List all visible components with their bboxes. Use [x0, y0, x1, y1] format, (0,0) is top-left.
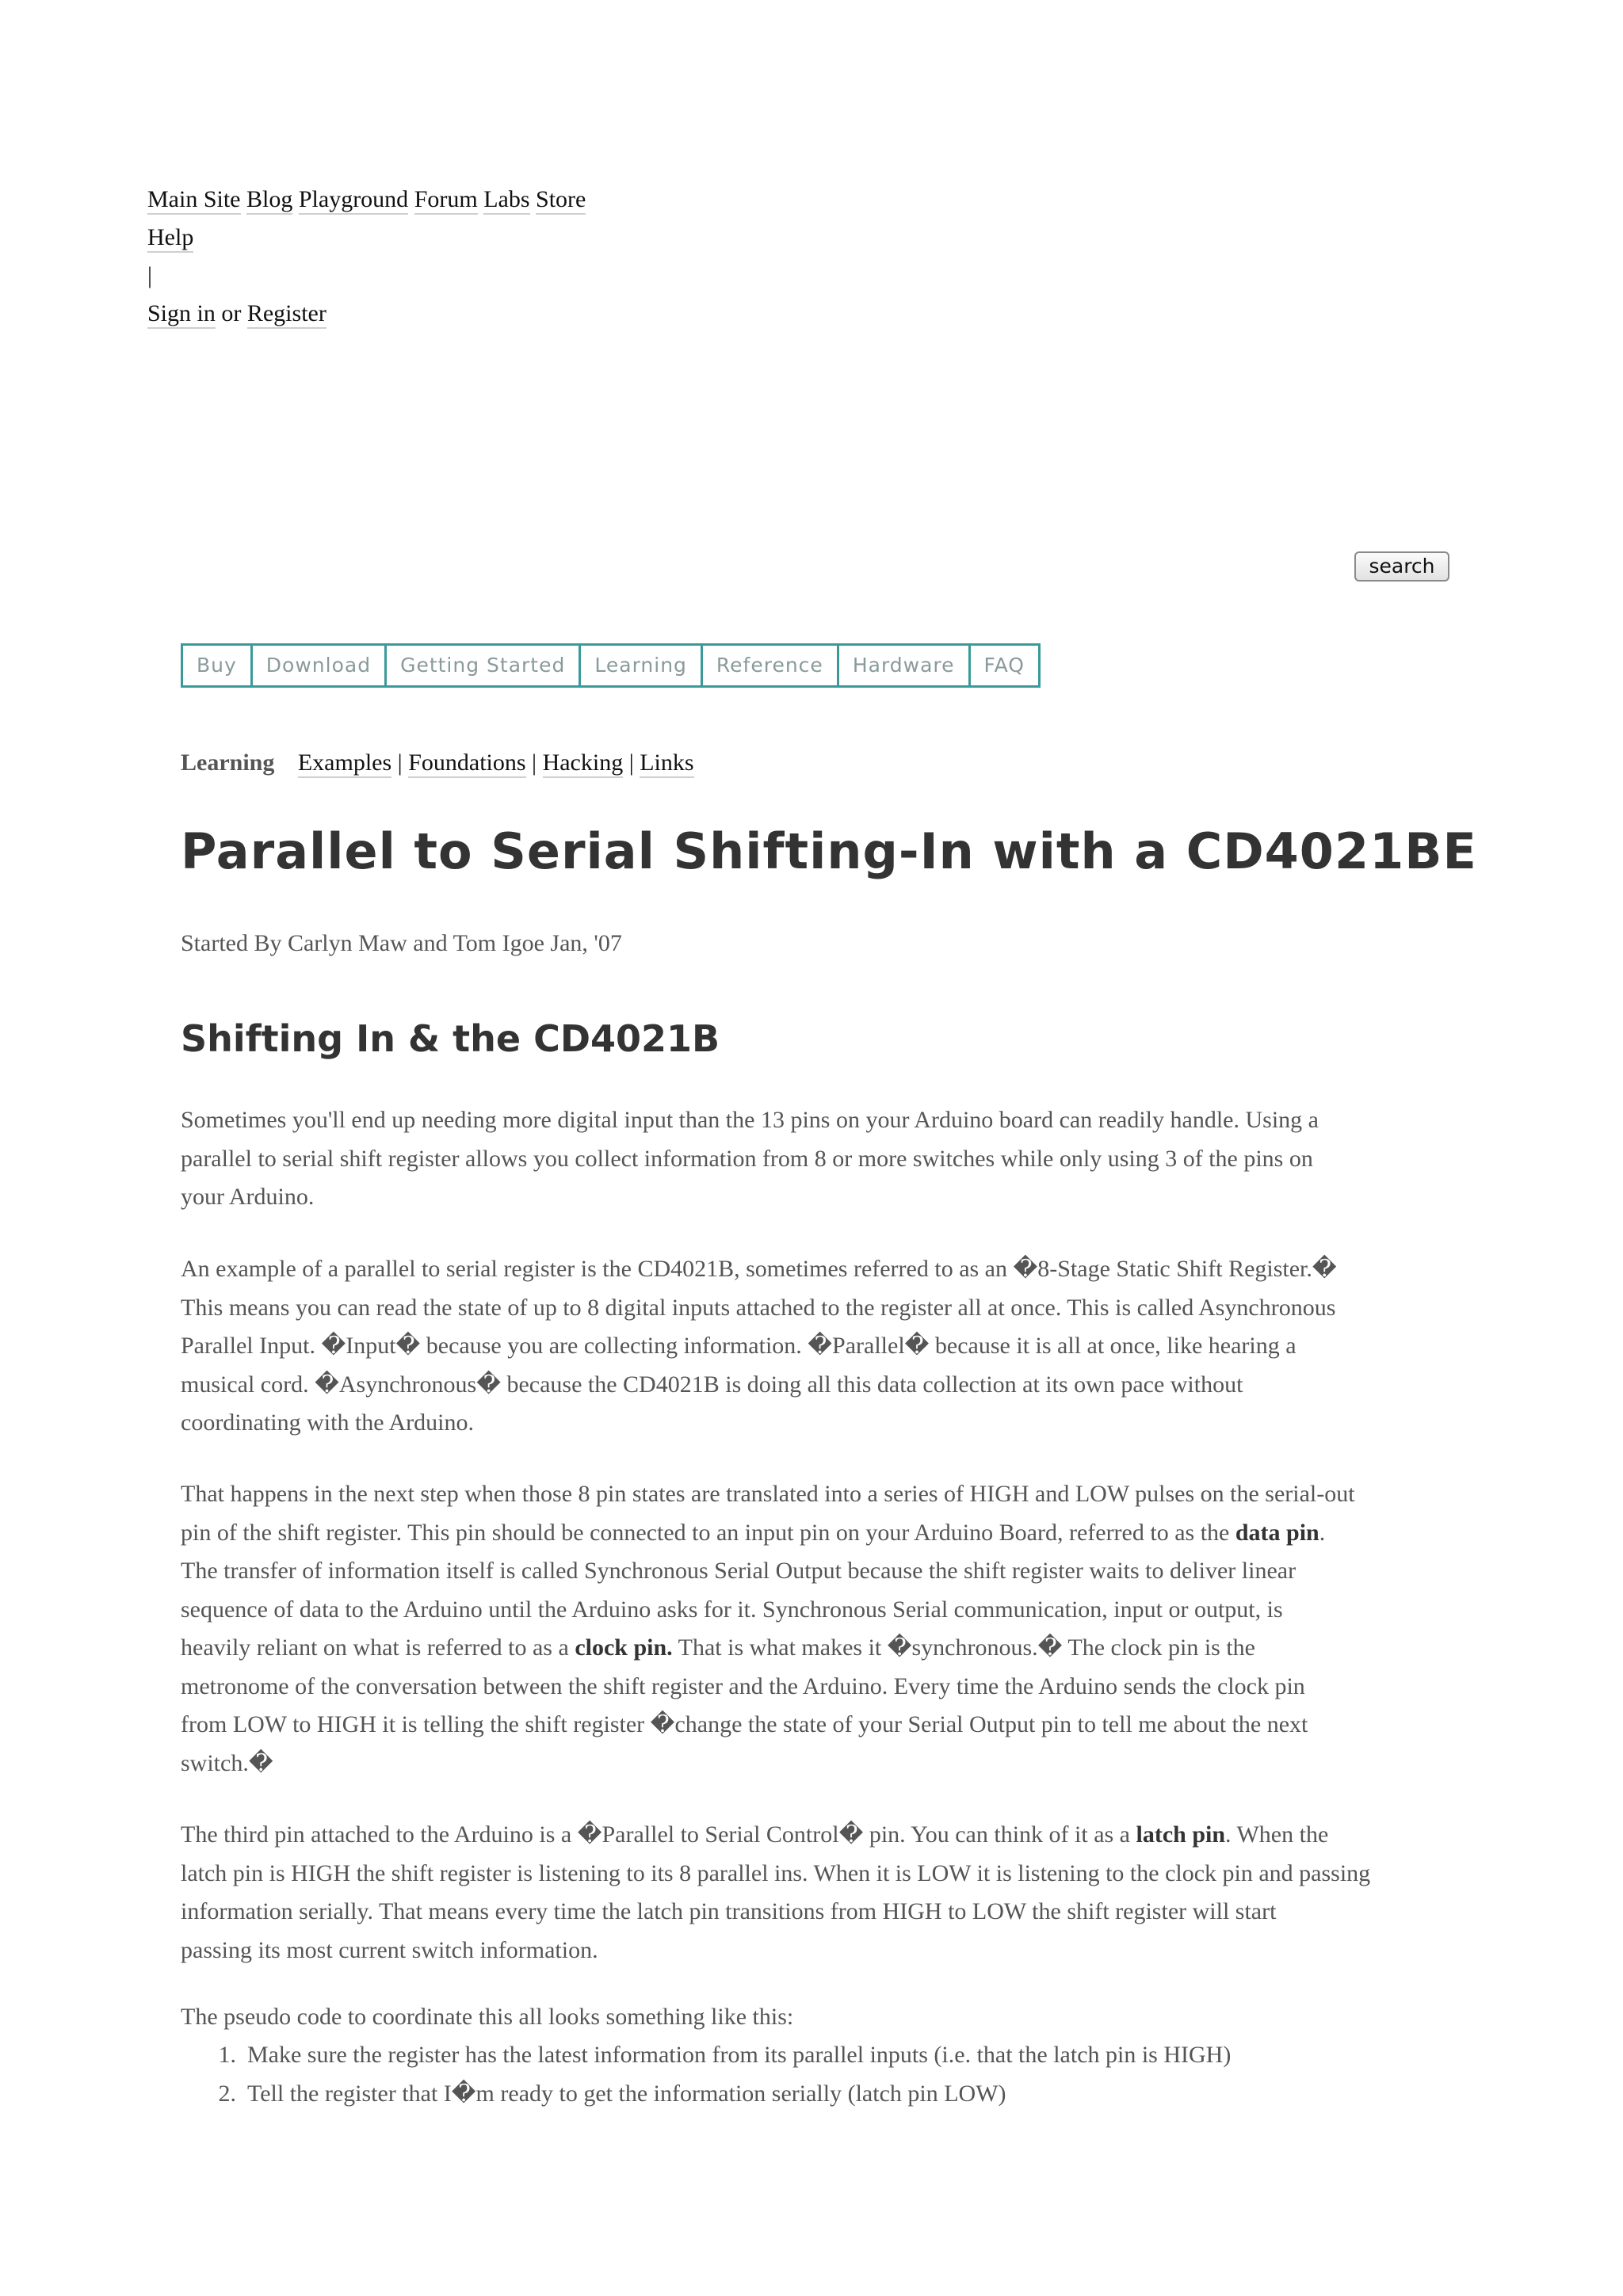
hacking-link[interactable]: Hacking — [543, 749, 624, 778]
help-link[interactable]: Help — [147, 224, 193, 253]
list-item-text: Make sure the register has the latest information from its parallel inputs (i.e. that the latch pin is HIGH) — [247, 2042, 1232, 2068]
clock-pin-term: clock pin. — [575, 1634, 673, 1661]
breadcrumb-separator: | — [628, 749, 634, 776]
paragraph-line: The pseudo code to coordinate this all looks something like this: — [181, 2004, 794, 2030]
tab-buy[interactable]: Buy — [183, 646, 253, 685]
text-fragment: That is what makes it �synchronous.� The clock pin is the — [672, 1634, 1255, 1661]
paragraph-pseudo-code-intro — [181, 1998, 1465, 2037]
paragraph-line — [181, 1629, 1465, 1668]
breadcrumb-current: Learning — [181, 749, 275, 776]
page-title: Parallel to Serial Shifting-In with a CD4021BE — [181, 822, 1477, 880]
store-link[interactable]: Store — [536, 186, 586, 215]
or-text: or — [221, 300, 242, 326]
breadcrumb-separator: | — [397, 749, 403, 776]
text-fragment: . — [1319, 1519, 1326, 1546]
paragraph-line — [181, 1514, 1465, 1553]
list-item-number: 2. — [218, 2080, 236, 2107]
sign-in-link[interactable]: Sign in — [147, 300, 216, 329]
text-fragment: The third pin attached to the Arduino is a �Parallel to Serial Control� pin. You can think of it as a — [181, 1821, 1136, 1848]
tab-getting-started[interactable]: Getting Started — [387, 646, 581, 685]
paragraph-line: coordinating with the Arduino. — [181, 1409, 474, 1436]
playground-link[interactable]: Playground — [299, 186, 408, 215]
main-tabs — [181, 643, 1041, 688]
pseudo-code-list — [181, 2036, 1231, 2113]
labs-link[interactable]: Labs — [483, 186, 529, 215]
paragraph-line: latch pin is HIGH the shift register is listening to its 8 parallel ins. When it is LOW it is listening to the clock pin and passing — [181, 1859, 1371, 1886]
breadcrumb-separator: | — [532, 749, 537, 776]
forum-link[interactable]: Forum — [414, 186, 478, 215]
latch-pin-term: latch pin — [1136, 1821, 1226, 1848]
tab-faq[interactable]: FAQ — [983, 654, 1025, 677]
byline: Started By Carlyn Maw and Tom Igoe Jan, '07 — [181, 930, 622, 956]
help-row — [147, 219, 586, 257]
nav-separator: | — [147, 262, 153, 288]
list-item — [181, 2075, 1231, 2114]
paragraph-line: metronome of the conversation between the shift register and the Arduino. Every time the Arduino sends the clock pin — [181, 1672, 1305, 1699]
text-fragment: pin of the shift register. This pin should be connected to an input pin on your Arduino Board, referred to as the — [181, 1519, 1235, 1546]
links-link[interactable]: Links — [640, 749, 693, 778]
paragraph-line: parallel to serial shift register allows you collect information from 8 or more switches while only using 3 of the pins on — [181, 1145, 1313, 1172]
list-item-text: Tell the register that I�m ready to get the information serially (latch pin LOW) — [247, 2080, 1006, 2107]
paragraph-intro — [181, 1101, 1465, 1217]
paragraph-example — [181, 1250, 1465, 1443]
tab-hardware[interactable]: Hardware — [839, 646, 971, 685]
breadcrumb — [181, 743, 694, 783]
paragraph-line: This means you can read the state of up to 8 digital inputs attached to the register all at once. This is called Asynchronous — [181, 1294, 1336, 1321]
paragraph-line: An example of a parallel to serial register is the CD4021B, sometimes referred to as an �8-Stage Static Shift Register.� — [181, 1256, 1337, 1282]
paragraph-line: The transfer of information itself is called Synchronous Serial Output because the shift register waits to deliver linear — [181, 1558, 1296, 1584]
blog-link[interactable]: Blog — [246, 186, 292, 215]
paragraph-line: That happens in the next step when those 8 pin states are translated into a series of HIGH and LOW pulses on the serial-out — [181, 1481, 1355, 1507]
examples-link[interactable]: Examples — [298, 749, 391, 778]
paragraph-line: Parallel Input. �Input� because you are collecting information. �Parallel� because it is all at once, like hearing a — [181, 1333, 1296, 1359]
paragraph-serial-output — [181, 1475, 1465, 1783]
list-item-number: 1. — [218, 2042, 236, 2068]
tab-learning[interactable]: Learning — [581, 646, 703, 685]
paragraph-line — [181, 1816, 1465, 1855]
top-nav — [147, 181, 586, 333]
foundations-link[interactable]: Foundations — [408, 749, 525, 778]
main-site-link[interactable]: Main Site — [147, 186, 241, 215]
list-item — [181, 2036, 1231, 2075]
top-nav-row — [147, 181, 586, 219]
paragraph-line: Sometimes you'll end up needing more digital input than the 13 pins on your Arduino board can readily handle. Using a — [181, 1107, 1319, 1133]
account-row — [147, 295, 586, 333]
register-link[interactable]: Register — [247, 300, 327, 329]
data-pin-term: data pin — [1235, 1519, 1319, 1546]
paragraph-line: information serially. That means every time the latch pin transitions from HIGH to LOW the shift register will start — [181, 1898, 1277, 1924]
paragraph-line: from LOW to HIGH it is telling the shift register �change the state of your Serial Output pin to tell me about the next — [181, 1711, 1308, 1737]
text-fragment: . When the — [1225, 1821, 1329, 1848]
paragraph-line: passing its most current switch information. — [181, 1936, 598, 1963]
paragraph-latch-pin — [181, 1816, 1465, 1970]
paragraph-line: switch.� — [181, 1749, 273, 1776]
search-button[interactable]: search — [1354, 551, 1449, 582]
section-heading: Shifting In & the CD4021B — [181, 1017, 720, 1060]
paragraph-line: sequence of data to the Arduino until the Arduino asks for it. Synchronous Serial communication, input or output, is — [181, 1596, 1283, 1623]
paragraph-line: musical cord. �Asynchronous� because the CD4021B is doing all this data collection at its own pace without — [181, 1371, 1243, 1398]
tab-reference[interactable]: Reference — [703, 646, 839, 685]
text-fragment: heavily reliant on what is referred to as a — [181, 1634, 575, 1661]
paragraph-line: your Arduino. — [181, 1184, 315, 1210]
tab-download[interactable]: Download — [253, 646, 387, 685]
